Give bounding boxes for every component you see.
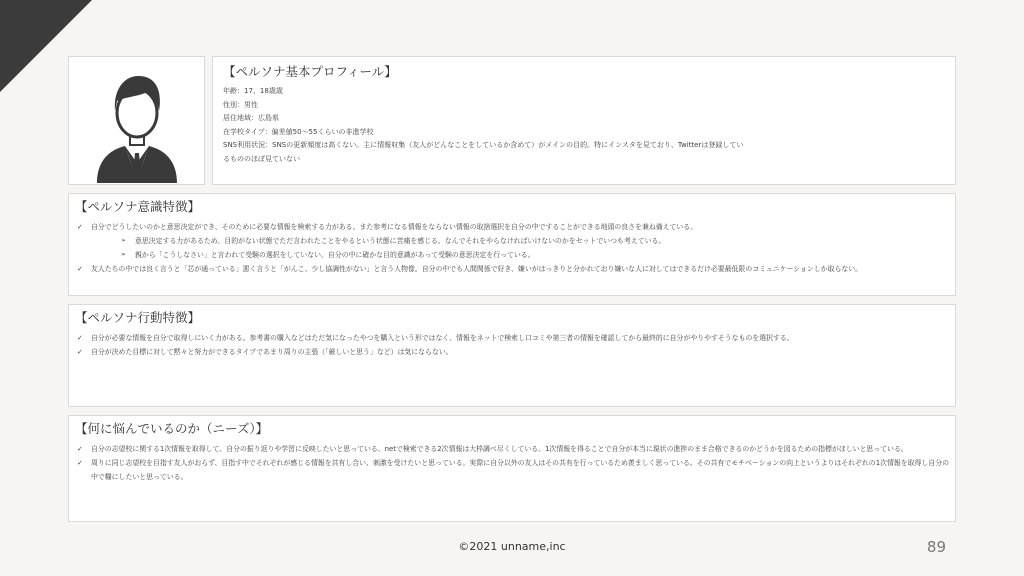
check-icon: ✓ bbox=[77, 348, 83, 356]
profile-line: 居住地域：広島県 bbox=[223, 114, 279, 122]
bullet-text: 自分が決めた目標に対して黙々と努力ができるタイプであまり周りの主張（「厳しいと思う」など）は気にならない。 bbox=[91, 348, 453, 356]
footer-copyright: ©2021 unname,inc bbox=[458, 540, 566, 553]
bullet-text: 自分が必要な情報を自分で取得しにいく力がある。参考書の購入などはただ気になったやつを購入という形ではなく、情報をネットで検索し口コミや第三者の情報を確認してから最終的に自分がやりやすそうなものを選択する。 bbox=[91, 334, 794, 342]
needs-section bbox=[68, 415, 956, 522]
behavior-section bbox=[68, 304, 956, 407]
bullet-item bbox=[75, 345, 949, 359]
bullet-item bbox=[75, 262, 949, 276]
profile-title: 【ペルソナ基本プロフィール】 bbox=[223, 64, 397, 79]
consciousness-section bbox=[68, 193, 956, 296]
sub-bullet-item bbox=[75, 248, 949, 262]
profile-line: 年齢：17、18歳歳 bbox=[223, 87, 283, 95]
bullet-text: 自分の志望校に関する1次情報を取得して、自分の振り返りや学習に反映したいと思っている、netで検索できる2次情報は大枠調べ尽くしている。1次情報を得ることで自分が本当に現状の進捗のまま合格できるのかどうかを図るための指標がほしいと思っている。 bbox=[91, 445, 908, 453]
bullet-item bbox=[75, 331, 949, 345]
bullet-text: 自分でどうしたいのかと意思決定ができ、そのために必要な情報を検索する力がある。また参考になる情報をならない情報の取捨選択を自分の中ですることができる地頭の良さを兼ね備えている。 bbox=[91, 223, 698, 231]
profile-line: SNS利用状況：SNSの更新頻度は高くない。主に情報収集（友人がどんなことをしているか含めて）がメインの目的。特にインスタを見ており、Twitterは登録してい bbox=[223, 141, 744, 149]
arrow-bullet-icon: ➢ bbox=[121, 251, 127, 258]
page-number: 89 bbox=[926, 538, 946, 556]
needs-list bbox=[75, 442, 949, 484]
profile-line: るもののほぼ見ていない bbox=[223, 154, 300, 163]
check-icon: ✓ bbox=[77, 265, 83, 273]
bullet-item bbox=[75, 456, 949, 484]
bullet-text: 周りに同じ志望校を目指す友人がおらず、目指す中でそれぞれが感じる情報を共有し合い、刺激を受けたいと思っている。実際に自分以外の友人はその共有を行っているため羨ましく思っている。その共有でモチベーションの向上というよりはそれぞれの1次情報を取得し自分の中で糧にしたいと思っている。 bbox=[91, 459, 949, 481]
arrow-bullet-icon: ➢ bbox=[121, 237, 127, 244]
bullet-item bbox=[75, 442, 949, 456]
consciousness-list bbox=[75, 220, 949, 276]
check-icon: ✓ bbox=[77, 223, 83, 231]
bullet-text: 意思決定する力があるため、目的がない状態でただ言われたことをやるという状態に苦痛を感じる。なんでそれをやらなければいけないのかをセットでいつも考えている。 bbox=[135, 237, 666, 245]
check-icon: ✓ bbox=[77, 459, 83, 467]
behavior-title: 【ペルソナ行動特徴】 bbox=[75, 310, 201, 325]
profile-line: 性別：男性 bbox=[223, 100, 258, 109]
profile-line: 在学校タイプ：偏差値50〜55くらいの非進学校 bbox=[223, 127, 374, 136]
behavior-list bbox=[75, 331, 949, 359]
persona-avatar-box bbox=[68, 56, 205, 185]
bullet-item bbox=[75, 220, 949, 234]
needs-title: 【何に悩んでいるのか（ニーズ）】 bbox=[75, 421, 269, 436]
consciousness-title: 【ペルソナ意識特徴】 bbox=[75, 199, 201, 214]
basic-profile-section bbox=[212, 56, 956, 185]
bullet-text: 親から「こうしなさい」と言われて受験の選択をしていない。自分の中に確かな目的意識があって受験の意思決定を行っている。 bbox=[135, 251, 535, 259]
check-icon: ✓ bbox=[77, 445, 83, 453]
check-icon: ✓ bbox=[77, 334, 83, 342]
profile-lines bbox=[223, 85, 945, 166]
sub-bullet-item bbox=[75, 234, 949, 248]
businessman-icon bbox=[69, 57, 206, 186]
bullet-text: 友人たちの中では良く言うと「芯が通っている」悪く言うと「がんこ、少し協調性がない」と言う人物像。自分の中でも人間関係で好き、嫌いがはっきりと分かれており嫌いな人に対してはできるだけ必要最低限のコミュニケーションしか取らない。 bbox=[91, 265, 863, 273]
